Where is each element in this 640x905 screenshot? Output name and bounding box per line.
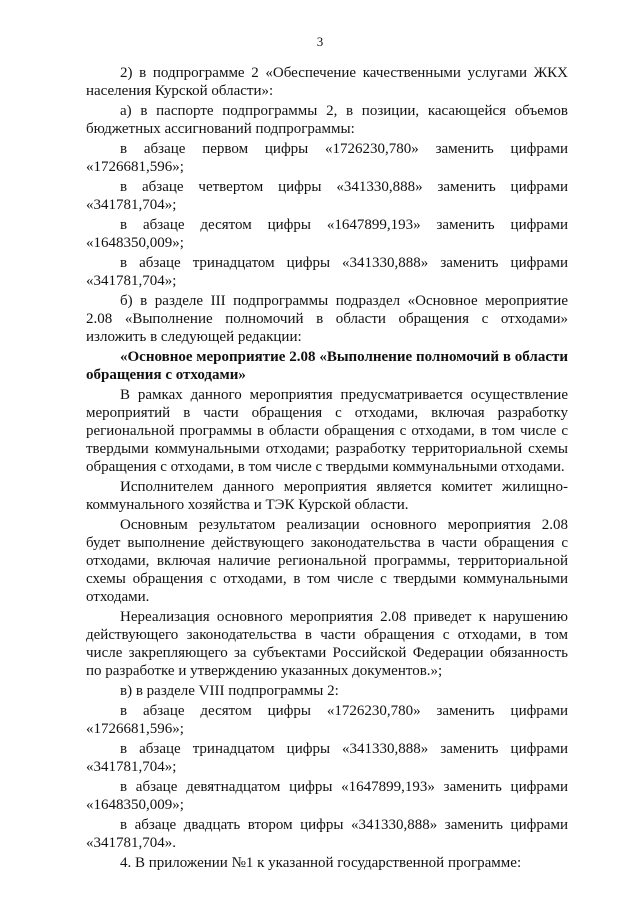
paragraph-amendment-2: в абзаце четвертом цифры «341330,888» заменить цифрами «341781,704»; — [86, 179, 568, 213]
paragraph-result: Основным результатом реализации основного мероприятия 2.08 будет выполнение действующего законодательства в части обращения с отходами, включая наличие региональной программы, территориальной схемы обращения с отходами, в том числе с твердыми коммунальными отходами. — [86, 517, 568, 605]
paragraph-executor: Исполнителем данного мероприятия является комитет жилищно-коммунального хозяйства и ТЭК Курской области. — [86, 479, 568, 513]
paragraph-subprogram-2: 2) в подпрограмме 2 «Обеспечение качественными услугами ЖКХ населения Курской области»: — [86, 65, 568, 99]
paragraph-appendix-4: 4. В приложении №1 к указанной государственной программе: — [120, 855, 522, 871]
paragraph-section-viii-c: в) в разделе VIII подпрограммы 2: — [120, 683, 339, 699]
paragraph-amendment-1: в абзаце первом цифры «1726230,780» заменить цифрами «1726681,596»; — [86, 141, 568, 175]
paragraph-amendment-8: в абзаце двадцать втором цифры «341330,888» заменить цифрами «341781,704». — [86, 817, 568, 851]
paragraph-amendment-5: в абзаце десятом цифры «1726230,780» заменить цифрами «1726681,596»; — [86, 703, 568, 737]
section-heading: «Основное мероприятие 2.08 «Выполнение полномочий в области обращения с отходами» — [86, 349, 568, 383]
paragraph-amendment-6: в абзаце тринадцатом цифры «341330,888» заменить цифрами «341781,704»; — [86, 741, 568, 775]
paragraph-passport-a: а) в паспорте подпрограммы 2, в позиции, касающейся объемов бюджетных ассигнований подпрограммы: — [86, 103, 568, 137]
paragraph-section-iii-b: б) в разделе III подпрограммы подраздел «Основное мероприятие 2.08 «Выполнение полномочий в области обращения с отходами» изложить в следующей редакции: — [86, 293, 568, 345]
paragraph-amendment-7: в абзаце девятнадцатом цифры «1647899,193» заменить цифрами «1648350,009»; — [86, 779, 568, 813]
paragraph-non-implementation: Нереализация основного мероприятия 2.08 приведет к нарушению действующего законодательства в части обращения с отходами, в том числе закрепляющего за субъектами Российской Федерации обязанность по разработке и утверждению указанных документов.»; — [86, 609, 568, 679]
page-number: 3 — [316, 34, 324, 49]
paragraph-measure-description: В рамках данного мероприятия предусматривается осуществление мероприятий в части обращения с отходами, включая разработку региональной программы в области обращения с отходами, в том числе с твердыми коммунальными отходами; разработку территориальной схемы обращения с отходами, в том числе с твердыми коммунальными отходами. — [86, 387, 568, 475]
paragraph-amendment-3: в абзаце десятом цифры «1647899,193» заменить цифрами «1648350,009»; — [86, 217, 568, 251]
paragraph-amendment-4: в абзаце тринадцатом цифры «341330,888» заменить цифрами «341781,704»; — [86, 255, 568, 289]
document-body — [86, 64, 568, 874]
